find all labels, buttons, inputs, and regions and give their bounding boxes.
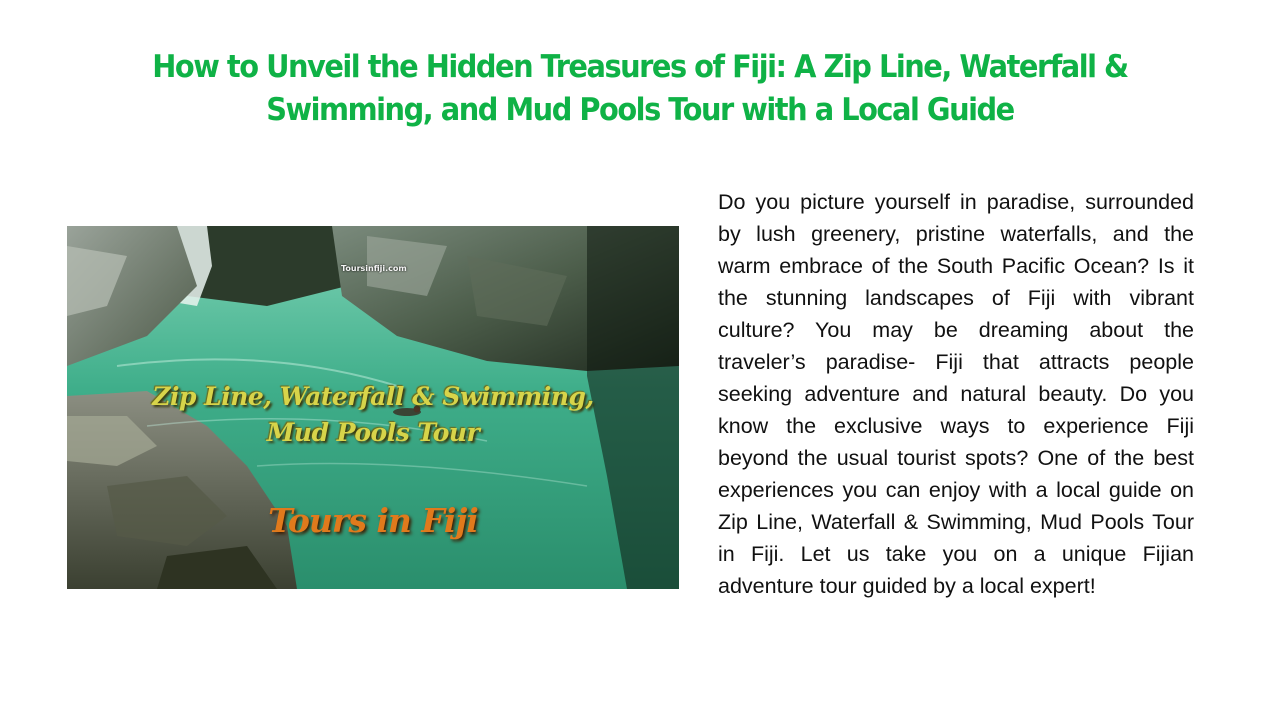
slide-title: How to Unveil the Hidden Treasures of Fiji: A Zip Line, Waterfall & Swimming, and Mud Pools Tour with a Local Guide (152, 49, 1128, 128)
intro-paragraph: Do you picture yourself in paradise, surrounded by lush greenery, pristine waterfalls, and the warm embrace of the South Pacific Ocean? Is it the stunning landscapes of Fiji with vibrant culture? You may be dreaming about the traveler’s paradise- Fiji that attracts people seeking adventure and natural beauty. Do you know the exclusive ways to experience Fiji beyond the usual tourist spots? One of the best experiences you can enjoy with a local guide on Zip Line, Waterfall & Swimming, Mud Pools Tour in Fiji. Let us take you on a unique Fijian adventure tour guided by a local expert! (718, 190, 1194, 598)
photo-watermark: Toursinfiji.com (341, 264, 407, 273)
photo-overlay-line-2: Mud Pools Tour (266, 418, 480, 447)
photo-overlay-line-1: Zip Line, Waterfall & Swimming, (152, 382, 594, 411)
tour-photo (67, 226, 679, 589)
photo-brand-logo: Tours in Fiji (268, 501, 478, 540)
